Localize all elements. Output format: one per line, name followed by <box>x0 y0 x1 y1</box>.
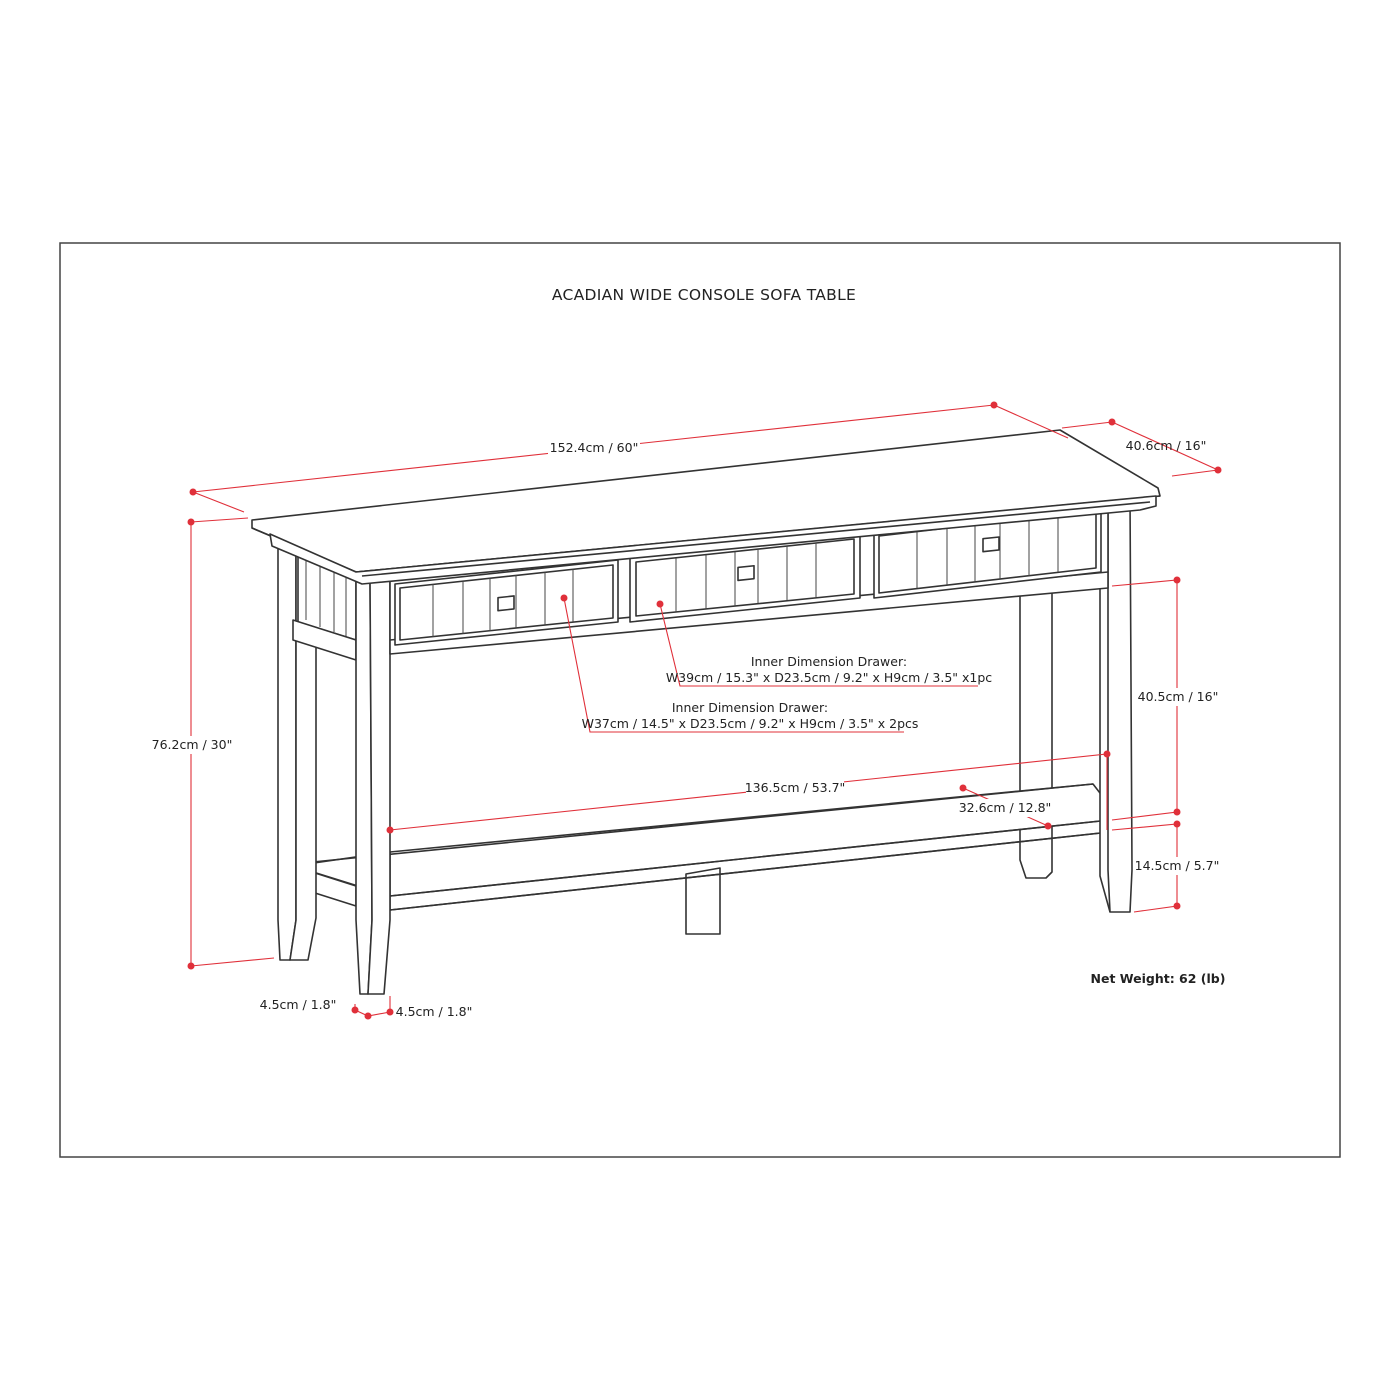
back-right-leg <box>1020 586 1052 878</box>
shelf-gap-label: 40.5cm / 16" <box>1137 689 1219 704</box>
width-label: 152.4cm / 60" <box>549 440 639 455</box>
shelf-width-label: 136.5cm / 53.7" <box>744 780 846 795</box>
drawer-center-heading: Inner Dimension Drawer: <box>750 654 908 669</box>
drawer-right-handle <box>983 537 999 552</box>
drawer-left-handle <box>498 596 514 611</box>
drawer-center-detail: W39cm / 15.3" x D23.5cm / 9.2" x H9cm / 3.5" x1pc <box>665 670 993 685</box>
shelf-depth-label: 32.6cm / 12.8" <box>958 800 1052 815</box>
leg-width-label-b: 4.5cm / 1.8" <box>395 1004 473 1019</box>
drawer-side-heading: Inner Dimension Drawer: <box>671 700 829 715</box>
back-left-leg <box>278 544 296 960</box>
drawer-side-detail: W37cm / 14.5" x D23.5cm / 9.2" x H9cm / 3.5" x 2pcs <box>581 716 919 731</box>
diagram-title: ACADIAN WIDE CONSOLE SOFA TABLE <box>551 286 857 304</box>
net-weight: Net Weight: 62 (lb) <box>1090 971 1226 986</box>
leg-width-label-a: 4.5cm / 1.8" <box>259 997 337 1012</box>
depth-label: 40.6cm / 16" <box>1125 438 1207 453</box>
height-label: 76.2cm / 30" <box>151 737 233 752</box>
drawer-center-handle <box>738 566 754 581</box>
shelf-clearance-label: 14.5cm / 5.7" <box>1134 858 1220 873</box>
